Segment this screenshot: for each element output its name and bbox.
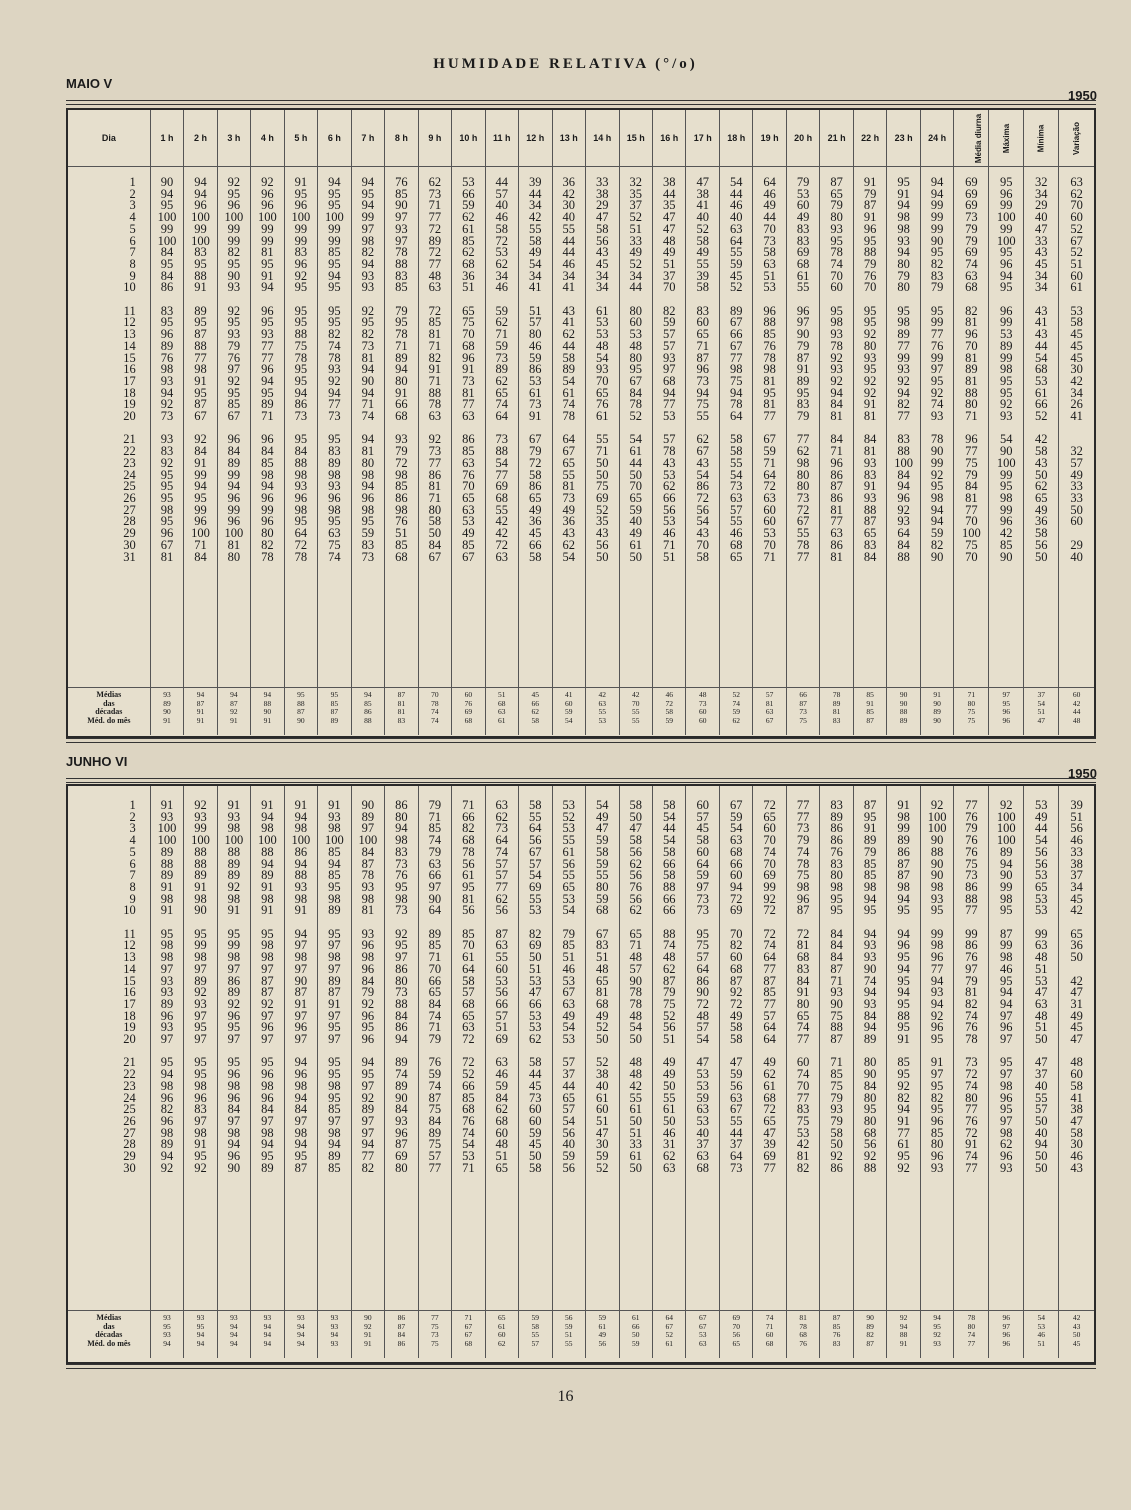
hour-column-14: 33 38 29 47 58 56 43 45 34 34 61 53 53 48 54 93 70 65 76 61 55 71 50 50 75 69 52 35 43 56 50 (586, 167, 619, 688)
header-col-12: 12 h (519, 110, 552, 167)
summary-cell: 54 53 46 51 (1024, 1311, 1059, 1359)
hour-column-2: 94 94 96 100 99 100 83 95 88 91 89 95 87 88 77 98 91 95 87 67 92 84 91 99 94 95 99 96 100 71 84 (184, 167, 217, 688)
hour-column-3: 91 93 98 100 88 89 89 92 98 91 95 99 98 97 86 89 92 96 95 97 95 96 98 96 84 97 98 94 96 90 (217, 786, 250, 1311)
hour-column-25: 69 69 69 73 79 79 69 74 63 68 82 81 96 70 81 89 81 88 80 71 96 77 75 79 84 81 77 70 100 75 70 (954, 167, 989, 688)
header-col-19: 19 h (753, 110, 786, 167)
header-col-21: 21 h (820, 110, 853, 167)
hour-column-19: 72 65 60 70 74 70 69 99 92 72 72 74 64 77 87 85 77 57 64 64 49 62 61 68 72 65 47 39 69 77 (753, 786, 786, 1311)
table-frame-junho (66, 784, 1096, 1364)
summary-cell: 90 89 82 87 (853, 1311, 886, 1359)
summary-cell: 42 43 50 45 (1059, 1311, 1094, 1359)
hour-column-14: 54 49 47 59 58 59 55 80 59 68 67 83 51 48 65 81 68 49 52 50 52 38 40 61 60 51 47 30 59 52 (586, 786, 619, 1311)
header-col-5: 5 h (284, 110, 317, 167)
section-label-junho: JUNHO VI (66, 754, 128, 769)
hour-column-20: 79 53 60 49 83 83 69 68 61 55 96 97 90 79 87 91 89 95 83 79 77 62 98 80 80 73 72 67 55 78 77 (786, 167, 819, 688)
summary-cell: 51 68 63 61 (485, 688, 518, 736)
summary-cell: 93 93 94 93 (318, 1311, 351, 1359)
hour-column-15: 58 50 47 58 56 62 56 76 56 62 65 71 48 57 90 78 78 48 54 50 48 48 42 55 61 50 51 33 61 50 (619, 786, 652, 1311)
hour-column-9: 79 71 85 74 79 63 66 97 90 64 89 85 71 70 66 65 84 74 71 79 76 59 74 87 75 84 89 75 57 77 (418, 786, 451, 1311)
summary-cell: 66 87 73 75 (786, 688, 819, 736)
double-rule-bottom-junho (66, 1364, 1096, 1369)
hour-column-10: 53 66 59 62 61 85 62 68 36 51 65 75 70 68 96 91 73 81 77 63 86 85 63 76 70 65 63 53 49 85 67 (452, 167, 485, 688)
summary-cell: 96 97 96 96 (989, 1311, 1024, 1359)
hour-column-5: 91 94 98 100 86 94 88 93 98 91 94 97 98 97 90 87 91 97 96 97 94 96 98 94 84 97 98 94 95 87 (284, 786, 317, 1311)
table-frame-maio (66, 108, 1096, 738)
hour-column-28: 63 62 70 60 52 67 52 51 60 61 53 58 45 45 45 30 42 34 26 41 32 57 49 33 33 50 60 29 40 (1059, 167, 1094, 688)
summary-cell: 70 78 74 74 (418, 688, 451, 736)
summary-cell: 91 90 89 90 (920, 688, 953, 736)
summary-cell: 95 88 87 90 (284, 688, 317, 736)
hour-column-21: 83 89 86 86 76 83 80 98 95 95 84 84 84 87 71 93 90 75 88 87 71 85 75 79 93 79 58 50 92 86 (820, 786, 853, 1311)
day-column: 1 2 3 4 5 6 7 8 9 10 11 12 13 14 15 16 17 18 19 20 21 22 23 24 25 26 27 28 29 30 31 (123, 175, 136, 564)
header-col-14: 14 h (586, 110, 619, 167)
summary-cell: 64 67 52 61 (652, 1311, 685, 1359)
day-column: 1 2 3 4 5 6 7 8 9 10 11 12 13 14 15 16 17 18 19 20 21 22 23 24 25 26 27 28 29 30 (123, 798, 136, 1175)
header-col-10: 10 h (452, 110, 485, 167)
hour-column-6: 94 95 95 100 99 99 85 95 94 95 95 95 82 74 78 93 92 94 77 73 95 83 89 98 93 96 98 95 63 75 74 (318, 167, 351, 688)
hour-column-21: 87 65 79 80 93 95 78 74 70 60 95 98 93 78 92 93 92 94 84 81 84 71 96 86 87 86 81 77 63 86 81 (820, 167, 853, 688)
hour-column-25: 77 76 79 76 76 75 73 86 88 77 99 86 76 97 79 81 82 74 76 78 73 72 74 80 77 76 72 91 74 77 (954, 786, 989, 1311)
header-row (68, 110, 1094, 167)
page-title: HUMIDADE RELATIVA (°/o) (433, 56, 698, 72)
summary-row (68, 688, 1094, 736)
summary-cell: 94 85 86 88 (351, 688, 384, 736)
summary-cell: 90 90 88 89 (887, 688, 920, 736)
header-col-7: 7 h (351, 110, 384, 167)
data-block-row (68, 786, 1094, 1311)
hour-column-26: 95 96 99 100 99 100 95 96 94 95 96 99 53 89 99 98 95 95 92 93 54 90 100 99 95 98 99 96 42 85 90 (989, 167, 1024, 688)
summary-cell: 42 70 55 55 (619, 688, 652, 736)
hour-column-8: 86 80 94 98 83 73 76 95 98 73 92 95 97 86 80 73 88 84 86 94 89 74 89 90 84 93 96 87 69 80 (385, 786, 418, 1311)
summary-cell: 87 81 81 83 (385, 688, 418, 736)
header-col-11: 11 h (485, 110, 518, 167)
summary-cell: 65 61 60 62 (485, 1311, 518, 1359)
summary-cell: 78 80 74 77 (954, 1311, 989, 1359)
header-col-16: 16 h (652, 110, 685, 167)
header-col-18: 18 h (719, 110, 752, 167)
summary-cell: 69 70 56 65 (719, 1311, 752, 1359)
hour-column-18: 67 59 54 63 68 66 60 94 72 69 70 82 60 68 87 92 72 49 58 58 47 59 56 63 67 55 44 37 64 73 (719, 786, 752, 1311)
hour-column-11: 44 57 40 46 58 72 53 62 34 46 59 62 71 59 73 89 62 65 74 64 73 88 54 77 69 68 55 42 42 72 63 (485, 167, 518, 688)
summary-cell: 93 95 93 94 (150, 1311, 183, 1359)
hour-column-2: 92 93 99 100 88 88 89 91 98 90 95 99 98 97 89 92 93 97 95 97 95 95 98 96 83 97 98 91 95 92 (184, 786, 217, 1311)
summary-cell: 97 95 96 96 (989, 688, 1024, 736)
header-col-9: 9 h (418, 110, 451, 167)
hour-column-16: 58 54 44 54 58 66 58 88 66 66 88 74 48 62 87 79 75 52 56 51 49 49 50 55 61 50 46 31 62 63 (652, 786, 685, 1311)
hour-column-22: 87 95 91 89 79 85 85 98 94 95 94 93 93 90 74 94 93 84 94 89 80 90 84 80 95 80 68 56 92 88 (853, 786, 886, 1311)
hour-column-26: 92 100 100 100 89 94 90 99 98 95 87 99 98 46 95 94 94 97 96 97 95 97 98 96 95 97 98 62 96 93 (989, 786, 1024, 1311)
header-col-22: 22 h (853, 110, 886, 167)
summary-cell: 92 94 88 91 (887, 1311, 920, 1359)
summary-cell: 61 66 50 59 (619, 1311, 652, 1359)
summary-cell: 94 88 90 91 (251, 688, 284, 736)
hour-column-11: 63 62 73 64 74 57 57 77 62 56 87 63 55 60 53 56 66 57 51 69 63 46 59 84 62 68 60 48 51 65 (485, 786, 518, 1311)
header-col-25: Média diurna (954, 110, 989, 167)
summary-cell: 86 87 84 86 (385, 1311, 418, 1359)
hour-column-19: 64 46 49 44 70 73 58 63 51 53 96 88 85 76 78 98 81 95 81 77 67 59 71 64 72 63 60 60 53 70 71 (753, 167, 786, 688)
summary-cell: 59 58 55 57 (519, 1311, 552, 1359)
hour-column-3: 92 95 96 100 99 99 82 95 90 93 92 95 93 79 76 97 92 95 85 67 96 84 89 99 94 96 99 96 100 81 80 (217, 167, 250, 688)
summary-cell: 93 94 94 94 (251, 1311, 284, 1359)
summary-cell: 77 75 73 75 (418, 1311, 451, 1359)
header-col-20: 20 h (786, 110, 819, 167)
section-label-maio: MAIO V (66, 76, 113, 91)
header-col-4: 4 h (251, 110, 284, 167)
summary-cell: 95 85 87 89 (318, 688, 351, 736)
page-number: 16 (557, 1388, 574, 1405)
hour-column-12: 39 44 34 42 55 58 49 54 34 41 51 57 80 46 59 86 53 61 73 91 67 79 72 58 86 65 49 36 45 66 58 (519, 167, 552, 688)
summary-labels: Médias das décadas Méd. do mês (68, 1311, 150, 1359)
summary-cell: 56 59 51 55 (552, 1311, 585, 1359)
header-col-13: 13 h (552, 110, 585, 167)
hour-column-7: 94 95 94 99 97 98 82 94 93 93 92 95 82 73 81 94 90 94 71 74 94 81 80 98 94 96 98 95 59 83 73 (351, 167, 384, 688)
hour-column-4: 91 94 98 100 88 94 89 91 98 91 95 98 98 97 87 87 92 97 96 97 95 96 98 96 84 97 98 94 95 89 (251, 786, 284, 1311)
hour-column-24: 92 100 100 90 88 90 90 98 93 95 99 98 96 77 94 93 94 92 96 95 91 97 95 82 95 96 85 80 96 93 (920, 786, 953, 1311)
summary-cell: 87 85 76 83 (820, 1311, 853, 1359)
header-day: Dia (68, 110, 150, 167)
summary-cell: 71 80 75 75 (954, 688, 989, 736)
header-col-15: 15 h (619, 110, 652, 167)
summary-cell: 59 61 49 56 (586, 1311, 619, 1359)
hour-column-20: 77 77 73 79 74 78 75 98 96 87 72 81 68 83 84 91 80 65 74 77 60 74 70 77 83 75 53 42 81 82 (786, 786, 819, 1311)
summary-cell: 94 95 92 93 (920, 1311, 953, 1359)
summary-cell: 85 91 85 87 (853, 688, 886, 736)
hour-column-18: 54 44 46 40 63 64 55 59 45 52 89 67 66 67 77 98 75 94 78 64 58 58 55 54 73 63 57 55 46 68 65 (719, 167, 752, 688)
hour-column-24: 94 94 99 99 99 90 95 82 83 79 95 99 77 76 99 97 95 92 74 93 78 90 99 92 95 98 94 94 59 82 90 (920, 167, 953, 688)
summary-cell: 42 63 55 53 (586, 688, 619, 736)
hour-column-5: 91 95 96 100 99 99 83 96 92 95 95 95 88 75 78 95 95 94 86 73 95 84 88 98 93 96 98 95 64 72 78 (284, 167, 317, 688)
double-rule-bottom-maio (66, 738, 1096, 743)
header-col-27: Mínima (1024, 110, 1059, 167)
hour-column-23: 91 98 99 89 86 87 87 98 94 95 94 96 95 94 95 94 95 88 95 91 85 95 92 82 94 91 77 61 95 92 (887, 786, 920, 1311)
hour-column-16: 38 44 35 47 47 48 49 51 37 70 82 59 57 57 93 97 68 94 77 53 57 78 43 53 62 66 56 53 46 71 51 (652, 167, 685, 688)
summary-cell: 81 78 68 76 (786, 1311, 819, 1359)
summary-cell: 60 76 69 68 (452, 688, 485, 736)
hour-column-8: 76 85 90 97 93 97 78 88 83 85 79 95 78 71 89 94 80 91 66 68 93 79 72 98 85 86 98 76 51 85 68 (385, 167, 418, 688)
hour-column-1: 91 93 100 100 89 88 89 91 98 91 95 98 98 97 93 93 89 96 93 97 95 94 98 96 82 96 98 89 94 92 (150, 786, 183, 1311)
summary-cell: 78 89 81 83 (820, 688, 853, 736)
hour-column-13: 53 52 53 55 61 56 55 65 53 54 79 85 51 46 53 67 63 49 54 53 57 37 44 65 57 54 56 40 59 56 (552, 786, 585, 1311)
hour-column-1: 90 94 95 100 99 100 84 95 84 86 83 95 96 89 76 98 93 94 92 73 93 83 92 95 95 95 98 95 96 67 81 (150, 167, 183, 688)
summary-cell: 74 71 60 68 (753, 1311, 786, 1359)
hour-column-7: 90 89 97 100 84 87 78 93 98 81 93 96 98 96 84 79 92 96 95 96 94 95 97 92 89 97 97 94 77 82 (351, 786, 384, 1311)
hour-column-9: 62 73 71 77 72 89 72 77 48 63 72 85 81 71 82 91 71 88 78 63 92 73 77 86 81 71 80 58 50 84 67 (418, 167, 451, 688)
summary-cell: 94 87 91 91 (184, 688, 217, 736)
section-year-maio: 1950 (1068, 88, 1097, 103)
section-year-junho: 1950 (1068, 766, 1097, 781)
summary-cell: 57 81 63 67 (753, 688, 786, 736)
hour-column-17: 60 57 45 58 60 64 59 97 73 73 95 75 57 64 86 90 72 48 57 54 47 53 53 59 63 53 40 37 63 68 (686, 786, 719, 1311)
header-col-28: Variação (1059, 110, 1094, 167)
header-col-23: 23 h (887, 110, 920, 167)
hour-column-6: 91 93 98 100 85 94 85 95 98 89 95 97 98 97 89 87 91 97 95 97 95 95 98 95 85 97 98 94 89 85 (318, 786, 351, 1311)
summary-cell: 94 87 92 91 (217, 688, 250, 736)
hour-column-28: 39 51 56 46 33 38 37 34 45 42 65 36 50 42 47 31 49 45 47 48 60 58 41 38 47 58 30 46 43 (1059, 786, 1094, 1311)
hour-column-12: 58 55 64 56 67 57 54 69 55 53 82 69 50 51 53 47 66 53 53 62 58 44 45 73 60 60 59 45 50 58 (519, 786, 552, 1311)
header-col-3: 3 h (217, 110, 250, 167)
summary-cell: 67 67 53 63 (686, 1311, 719, 1359)
header-col-26: Máxima (989, 110, 1024, 167)
summary-cell: 41 60 59 54 (552, 688, 585, 736)
hour-column-10: 71 66 82 68 78 56 61 95 81 56 85 70 61 64 58 57 68 65 63 72 72 52 66 85 68 76 74 54 53 71 (452, 786, 485, 1311)
summary-labels: Médias das décadas Méd. do mês (68, 688, 150, 736)
summary-cell: 93 89 90 91 (150, 688, 183, 736)
summary-cell: 45 66 62 58 (519, 688, 552, 736)
header-col-24: 24 h (920, 110, 953, 167)
header-col-8: 8 h (385, 110, 418, 167)
double-rule-top-junho (66, 778, 1096, 783)
data-block-row (68, 167, 1094, 688)
humidity-table-maio (68, 110, 1094, 735)
summary-cell: 93 94 94 94 (217, 1311, 250, 1359)
summary-cell: 52 74 59 62 (719, 688, 752, 736)
summary-cell: 37 54 51 47 (1024, 688, 1059, 736)
summary-cell: 60 42 44 48 (1059, 688, 1094, 736)
summary-cell: 48 73 60 60 (686, 688, 719, 736)
summary-cell: 46 72 58 59 (652, 688, 685, 736)
header-col-1: 1 h (150, 110, 183, 167)
hour-column-4: 92 96 96 100 99 99 81 95 91 94 96 95 93 77 77 96 94 95 89 71 96 84 85 98 94 96 99 96 80 82 78 (251, 167, 284, 688)
summary-cell: 71 67 67 68 (452, 1311, 485, 1359)
hour-column-13: 36 42 30 40 55 44 44 46 34 41 43 41 62 44 58 89 54 61 74 78 64 67 65 55 81 73 49 36 43 62 54 (552, 167, 585, 688)
hour-column-17: 47 38 41 40 52 58 49 55 39 58 83 60 65 71 87 96 73 94 75 55 62 67 43 54 86 72 56 54 43 70 58 (686, 167, 719, 688)
hour-column-27: 32 34 29 40 47 33 43 45 34 34 43 41 43 44 54 68 53 61 66 52 42 58 43 50 62 65 49 36 58 56 50 (1024, 167, 1059, 688)
header-col-2: 2 h (184, 110, 217, 167)
hour-column-15: 32 35 37 52 51 33 49 52 34 44 80 60 53 48 80 95 67 84 78 52 54 61 44 50 70 65 59 40 49 61 50 (619, 167, 652, 688)
summary-cell: 93 94 94 94 (284, 1311, 317, 1359)
summary-cell: 90 92 91 91 (351, 1311, 384, 1359)
header-col-6: 6 h (318, 110, 351, 167)
hour-column-23: 95 91 94 98 98 93 94 80 79 80 95 98 89 77 99 93 92 94 82 77 83 88 100 84 94 96 92 93 64 84 88 (887, 167, 920, 688)
hour-column-22: 91 79 87 91 96 95 88 79 76 70 95 95 92 80 93 95 92 92 91 81 84 81 93 83 91 93 88 87 65 83 84 (853, 167, 886, 688)
summary-cell: 93 95 94 94 (184, 1311, 217, 1359)
humidity-table-junho (68, 786, 1094, 1358)
header-col-17: 17 h (686, 110, 719, 167)
hour-column-27: 53 49 44 54 56 56 53 65 53 53 99 63 48 51 53 47 63 48 51 50 47 37 40 55 57 50 40 94 50 50 (1024, 786, 1059, 1311)
double-rule-top-maio (66, 100, 1096, 105)
summary-row (68, 1311, 1094, 1359)
